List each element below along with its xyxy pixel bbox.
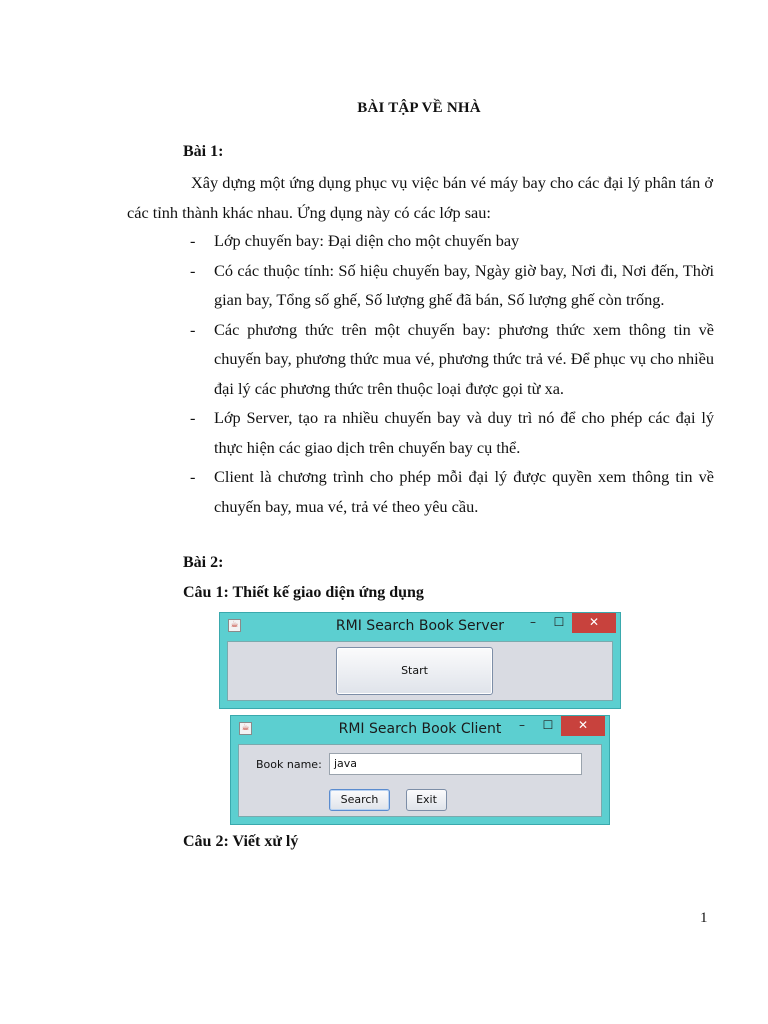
maximize-button[interactable]: ☐ <box>542 718 554 732</box>
list-item-text: Lớp chuyến bay: Đại diện cho một chuyến bay <box>214 231 520 250</box>
minimize-button[interactable]: – <box>530 615 536 629</box>
list-dash: - <box>190 408 196 427</box>
server-title-bar[interactable] <box>220 613 620 639</box>
client-window <box>230 715 610 825</box>
list-dash: - <box>190 319 196 339</box>
close-button[interactable]: ✕ <box>561 716 605 736</box>
list-item <box>190 315 714 404</box>
list-item <box>190 403 714 462</box>
java-icon: ☕ <box>228 619 241 632</box>
minimize-button[interactable]: – <box>519 718 525 732</box>
list-item-text: Lớp Server, tạo ra nhiều chuyến bay và duy trì nó để cho phép các đại lý thực hiện các giao dịch trên chuyến bay cụ thể. <box>214 408 714 457</box>
list-dash: - <box>190 231 196 250</box>
client-window-title: RMI Search Book Client <box>338 721 502 737</box>
document-title: BÀI TẬP VỀ NHÀ <box>357 100 481 116</box>
cau2-heading: Câu 2: Viết xử lý <box>183 833 299 850</box>
list-item <box>190 256 714 315</box>
bai1-list <box>190 226 714 521</box>
start-button[interactable]: Start <box>336 647 493 695</box>
list-item-text: Các phương thức trên một chuyến bay: phương thức xem thông tin về chuyến bay, phương thức mua vé, phương thức trả vé. Để phục vụ cho nhiều đại lý các phương thức trên thuộc loại được gọi từ xa. <box>214 319 714 398</box>
list-dash: - <box>190 260 196 280</box>
server-window-title: RMI Search Book Server <box>335 618 505 634</box>
exit-button[interactable]: Exit <box>406 789 447 811</box>
bai1-heading: Bài 1: <box>183 143 224 160</box>
search-button[interactable]: Search <box>329 789 390 811</box>
maximize-button[interactable]: ☐ <box>553 615 565 629</box>
book-name-input[interactable]: java <box>329 753 582 775</box>
server-window <box>219 612 621 709</box>
list-dash: - <box>190 467 196 486</box>
book-name-label: Book name: <box>256 758 322 771</box>
server-content-pane <box>227 641 613 701</box>
list-item <box>190 462 714 521</box>
list-item <box>190 226 714 256</box>
java-icon: ☕ <box>239 722 252 735</box>
cau1-heading: Câu 1: Thiết kế giao diện ứng dụng <box>183 584 424 601</box>
list-item-text: Client là chương trình cho phép mỗi đại lý được quyền xem thông tin về chuyến bay, mua vé, trả vé theo yêu cầu. <box>214 467 714 516</box>
bai1-intro <box>127 168 713 227</box>
close-button[interactable]: ✕ <box>572 613 616 633</box>
bai1-intro-text: Xây dựng một ứng dụng phục vụ việc bán vé máy bay cho các đại lý phân tán ở các tỉnh thành khác nhau. Ứng dụng này có các lớp sau: <box>127 173 713 222</box>
client-content-pane <box>238 744 602 817</box>
client-title-bar[interactable] <box>231 716 609 742</box>
list-item-text: Có các thuộc tính: Số hiệu chuyến bay, Ngày giờ bay, Nơi đi, Nơi đến, Thời gian bay, Tổng số ghế, Số lượng ghế đã bán, Số lượng ghế còn trống. <box>214 260 714 309</box>
bai2-heading: Bài 2: <box>183 554 224 571</box>
page-number: 1 <box>700 910 708 926</box>
